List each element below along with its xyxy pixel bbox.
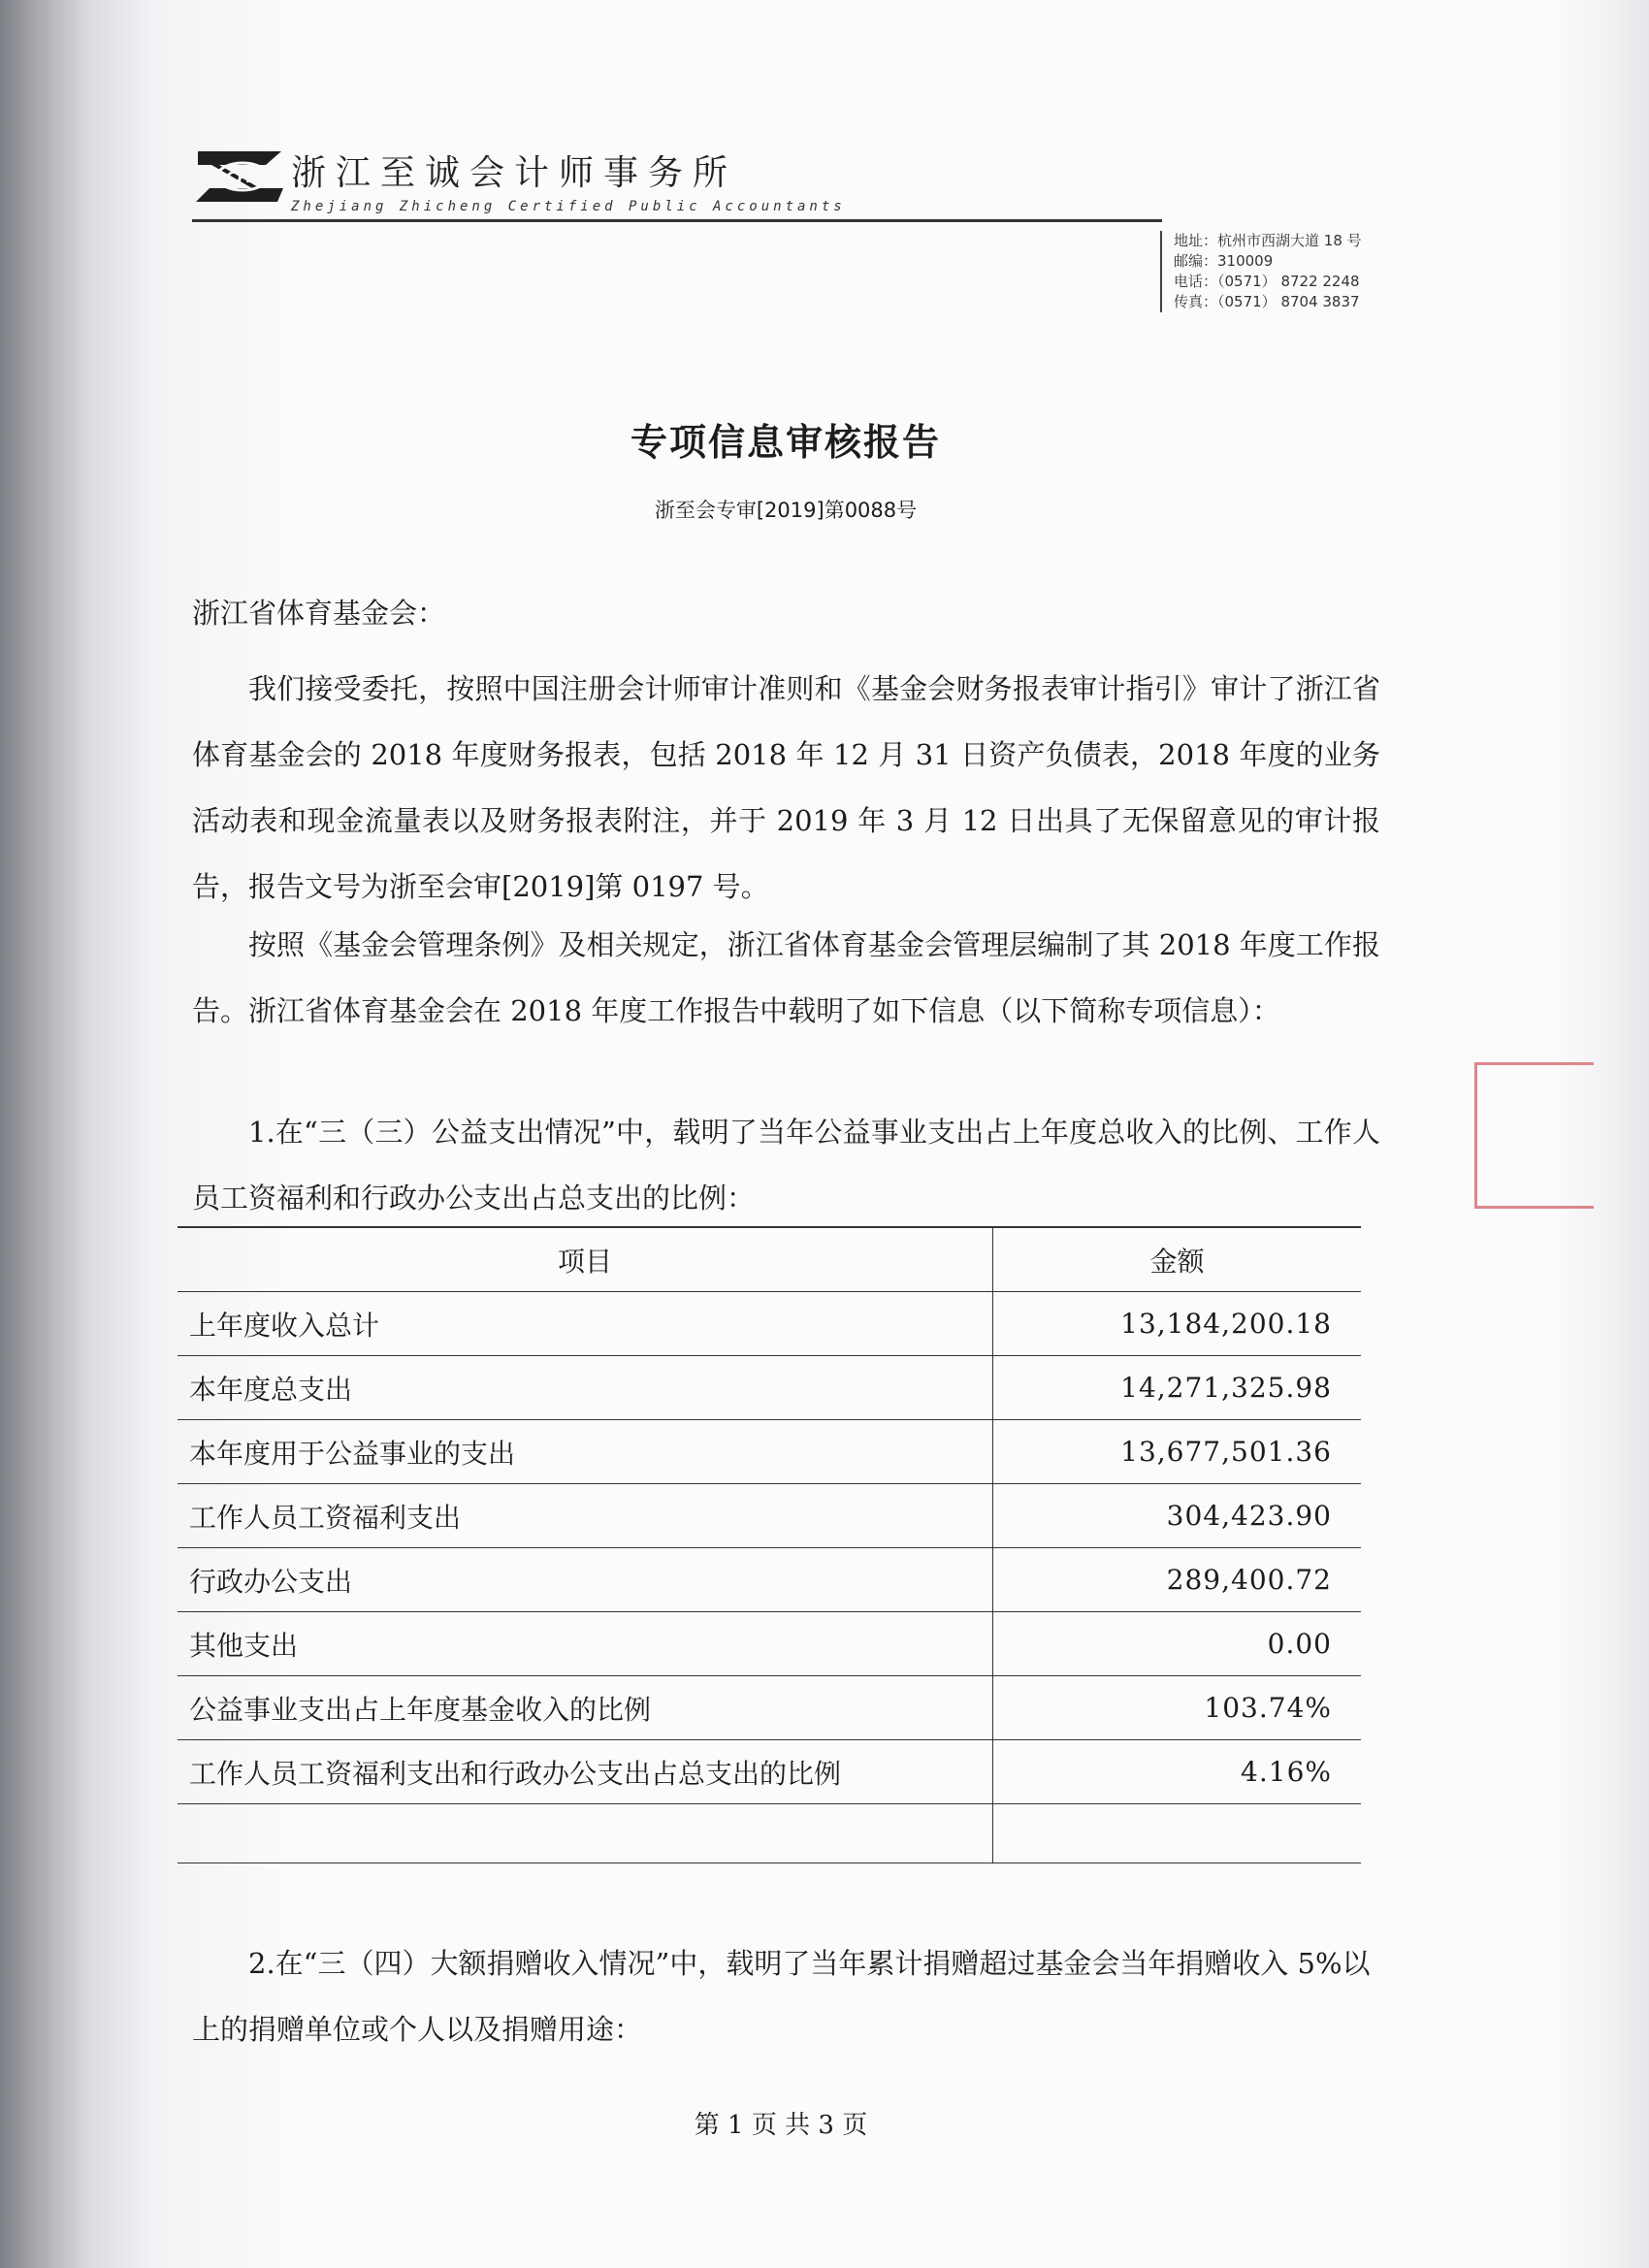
cpa-logo — [192, 144, 289, 210]
row-item-empty — [178, 1804, 993, 1863]
public-welfare-expense-table — [178, 1226, 1361, 1863]
header-divider — [192, 219, 1162, 222]
row-amount: 4.16% — [993, 1740, 1362, 1804]
row-amount: 13,184,200.18 — [993, 1292, 1362, 1356]
paragraph-text: 2.在“三（四）大额捐赠收入情况”中，载明了当年累计捐赠超过基金会当年捐赠收入 5%以上的捐赠单位或个人以及捐赠用途： — [192, 1947, 1371, 2046]
column-header-amount: 金额 — [993, 1227, 1362, 1292]
fax-line: 传真：（0571） 8704 3837 — [1174, 293, 1360, 310]
report-number: 浙至会专审[2019]第0088号 — [654, 499, 918, 522]
firm-address-block — [1160, 231, 1426, 312]
table-row — [178, 1548, 1361, 1612]
phone-line: 电话：（0571） 8722 2248 — [1174, 273, 1360, 290]
row-amount: 289,400.72 — [993, 1548, 1362, 1612]
row-item: 工作人员工资福利支出 — [178, 1484, 993, 1548]
row-amount: 304,423.90 — [993, 1484, 1362, 1548]
row-item: 上年度收入总计 — [178, 1292, 993, 1356]
seal-stamp-partial — [1474, 1062, 1594, 1209]
table-row — [178, 1484, 1361, 1548]
firm-name-en: Zhejiang Zhicheng Certified Public Accountants — [291, 199, 846, 214]
table-row — [178, 1740, 1361, 1804]
page-footer: 第 1 页 共 3 页 — [694, 2111, 868, 2140]
paragraph-text: 1.在“三（三）公益支出情况”中，载明了当年公益事业支出占上年度总收入的比例、工作人员工资福利和行政办公支出占总支出的比例： — [192, 1116, 1380, 1215]
column-header-item: 项目 — [178, 1227, 993, 1292]
row-amount: 13,677,501.36 — [993, 1420, 1362, 1484]
postcode-line: 邮编：310009 — [1174, 252, 1274, 270]
table-header-row — [178, 1227, 1361, 1292]
paragraph-management-report — [192, 912, 1380, 1044]
row-item: 本年度用于公益事业的支出 — [178, 1420, 993, 1484]
row-amount-empty — [993, 1804, 1362, 1863]
table-row — [178, 1292, 1361, 1356]
report-title: 专项信息审核报告 — [630, 421, 941, 464]
table-row — [178, 1612, 1361, 1676]
table-row — [178, 1420, 1361, 1484]
paragraph-item-2 — [192, 1930, 1380, 2062]
row-item: 本年度总支出 — [178, 1356, 993, 1420]
paragraph-text: 按照《基金会管理条例》及相关规定，浙江省体育基金会管理层编制了其 2018 年度工作报告。浙江省体育基金会在 2018 年度工作报告中载明了如下信息（以下简称专项信息）： — [192, 928, 1380, 1027]
row-amount: 103.74% — [993, 1676, 1362, 1740]
addressee: 浙江省体育基金会： — [192, 597, 446, 630]
row-item: 工作人员工资福利支出和行政办公支出占总支出的比例 — [178, 1740, 993, 1804]
row-item: 其他支出 — [178, 1612, 993, 1676]
row-item: 行政办公支出 — [178, 1548, 993, 1612]
table-row — [178, 1676, 1361, 1740]
firm-name-cn: 浙江至诚会计师事务所 — [291, 153, 738, 193]
address-line: 地址：杭州市西湖大道 18 号 — [1174, 232, 1362, 249]
row-amount: 0.00 — [993, 1612, 1362, 1676]
table-row-empty — [178, 1804, 1361, 1863]
row-amount: 14,271,325.98 — [993, 1356, 1362, 1420]
paragraph-item-1 — [192, 1099, 1380, 1231]
paragraph-audit-scope — [192, 656, 1380, 920]
row-item: 公益事业支出占上年度基金收入的比例 — [178, 1676, 993, 1740]
paragraph-text: 我们接受委托，按照中国注册会计师审计准则和《基金会财务报表审计指引》审计了浙江省体育基金会的 2018 年度财务报表，包括 2018 年 12 月 31 日资产负债表，2018 年度的业务活动表和现金流量表以及财务报表附注，并于 2019 年 3 月 12 日出具了无保留意见的审计报告，报告文号为浙至会审[2019]第 0197 号。 — [192, 672, 1380, 903]
table-row — [178, 1356, 1361, 1420]
svg-text:CPA: CPA — [225, 168, 260, 186]
